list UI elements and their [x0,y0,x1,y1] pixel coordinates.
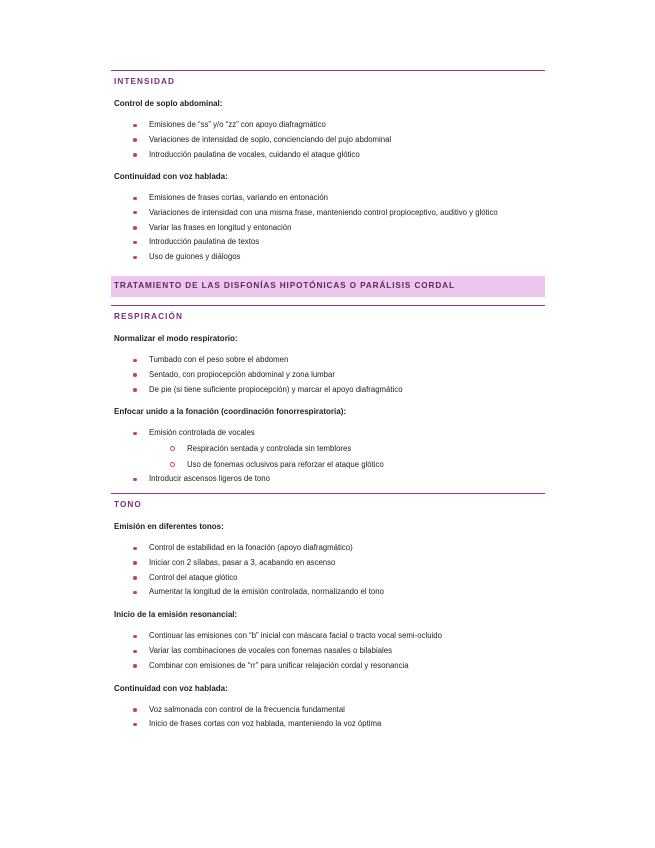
bullet-icon [133,591,137,595]
list-item [111,585,545,600]
list-item-text: Emisiones de frases cortas, variando en entonación [149,193,328,203]
subheading-continuidad-voz: Continuidad con voz hablada: [114,172,228,182]
bullet-icon [133,650,137,654]
bullet-icon [133,226,137,230]
list-item-text: Variar las frases en longitud y entonación [149,222,292,232]
bullet-icon [133,359,137,363]
section-heading-intensidad: INTENSIDAD [111,70,545,89]
list-item [111,191,545,206]
bullet-icon [133,635,137,639]
list-item [111,571,545,586]
list-item-text: Introducir ascensos ligeros de tono [149,474,270,484]
list-item [111,556,545,571]
subheading-control-soplo: Control de soplo abdominal: [114,99,223,108]
list-item-text: Introducción paulatina de vocales, cuidando el ataque glótico [149,149,360,159]
list-item-text: Uso de guiones y diálogos [149,252,241,262]
bullet-icon [133,547,137,551]
list-control-soplo [111,118,545,162]
list-item [111,659,545,674]
bullet-icon [133,723,137,727]
list-item-text: Variaciones de intensidad de soplo, concienciando del pujo abdominal [149,134,392,144]
list-item [111,541,545,556]
bullet-icon [133,197,137,201]
list-item-text: Control del ataque glótico [149,572,238,582]
bullet-icon [133,124,137,128]
list-item [111,383,545,398]
list-item [111,472,545,487]
subheading-fonacion: Enfocar unido a la fonación (coordinación fonorrespiratoria): [114,407,347,417]
list-item [111,206,545,221]
list-emision-resonancial [111,629,545,673]
circle-bullet-icon [170,462,175,467]
bullet-icon [133,432,137,436]
bullet-icon [133,138,137,142]
subheading-emision-tonos: Emisión en diferentes tonos: [114,522,224,532]
list-item-text: Emisiones de “ss” y/o “zz” con apoyo diafragmático [149,120,326,129]
list-item [111,118,545,133]
list-item-text: Introducción paulatina de textos [149,237,260,247]
sublist-item [149,457,545,473]
list-item-text: Iniciar con 2 sílabas, pasar a 3, acabando en ascenso [149,557,336,567]
bullet-icon [133,664,137,668]
treatment-banner: TRATAMIENTO DE LAS DISFONÍAS HIPOTÓNICAS O PARÁLISIS CORDAL [111,276,545,297]
list-item [111,426,545,472]
list-item [111,133,545,148]
bullet-icon [133,388,137,392]
document-content [111,68,545,732]
sublist-vocales [149,441,545,472]
bullet-icon [133,256,137,260]
list-item-text: De pie (si tiene suficiente propiocepción) y marcar el apoyo diafragmático [149,384,403,394]
list-item-text: Sentado, con propiocepción abdominal y zona lumbar [149,369,335,379]
sublist-item [149,441,545,457]
list-emision-tonos [111,541,545,600]
list-item [111,250,545,265]
list-item [111,629,545,644]
section-heading-respiracion: RESPIRACIÓN [114,312,183,322]
list-item-text: Aumentar la longitud de la emisión controlada, normalizando el tono [149,587,384,597]
list-fonacion [111,426,545,487]
bullet-icon [133,153,137,157]
bullet-icon [133,373,137,377]
list-item [111,717,545,732]
list-modo-respiratorio [111,353,545,397]
list-item-text: Variaciones de intensidad con una misma frase, manteniendo control propioceptivo, auditivo y glótico [149,208,498,218]
list-item-text: Uso de fonemas oclusivos para reforzar el ataque glótico [187,459,384,469]
list-item-text: Voz salmonada con control de la frecuencia fundamental [149,704,345,714]
bullet-icon [133,478,137,482]
bullet-icon [133,241,137,245]
subheading-emision-resonancial: Inicio de la emisión resonancial: [114,610,238,620]
section-heading-tono: TONO [111,493,545,512]
list-item [111,148,545,163]
list-item [111,644,545,659]
list-item [111,221,545,236]
list-continuidad-voz [111,191,545,265]
list-item [111,353,545,368]
subheading-continuidad-voz-tono: Continuidad con voz hablada: [114,683,228,693]
list-item-text: Inicio de frases cortas con voz hablada, manteniendo la voz óptima [149,719,382,729]
subheading-modo-respiratorio: Normalizar el modo respiratorio: [114,334,238,344]
list-item-text: Variar las combinaciones de vocales con fonemas nasales o bilabiales [149,646,392,656]
list-item [111,235,545,250]
list-item-text: Respiración sentada y controlada sin temblores [187,444,352,454]
list-item-text: Continuar las emisiones con “b” inicial con máscara facial o tracto vocal semi-ocluido [149,631,442,641]
list-item-text: Emisión controlada de vocales [149,428,255,438]
list-continuidad-voz-tono [111,703,545,733]
bullet-icon [133,561,137,565]
list-item-text: Combinar con emisiones de “rr” para unificar relajación cordal y resonancia [149,660,409,670]
bullet-icon [133,708,137,712]
bullet-icon [133,576,137,580]
circle-bullet-icon [170,446,175,451]
list-item [111,368,545,383]
list-item [111,703,545,718]
list-item-text: Control de estabilidad en la fonación (apoyo diafragmático) [149,543,353,553]
list-item-text: Tumbado con el peso sobre el abdomen [149,355,289,365]
bullet-icon [133,211,137,215]
